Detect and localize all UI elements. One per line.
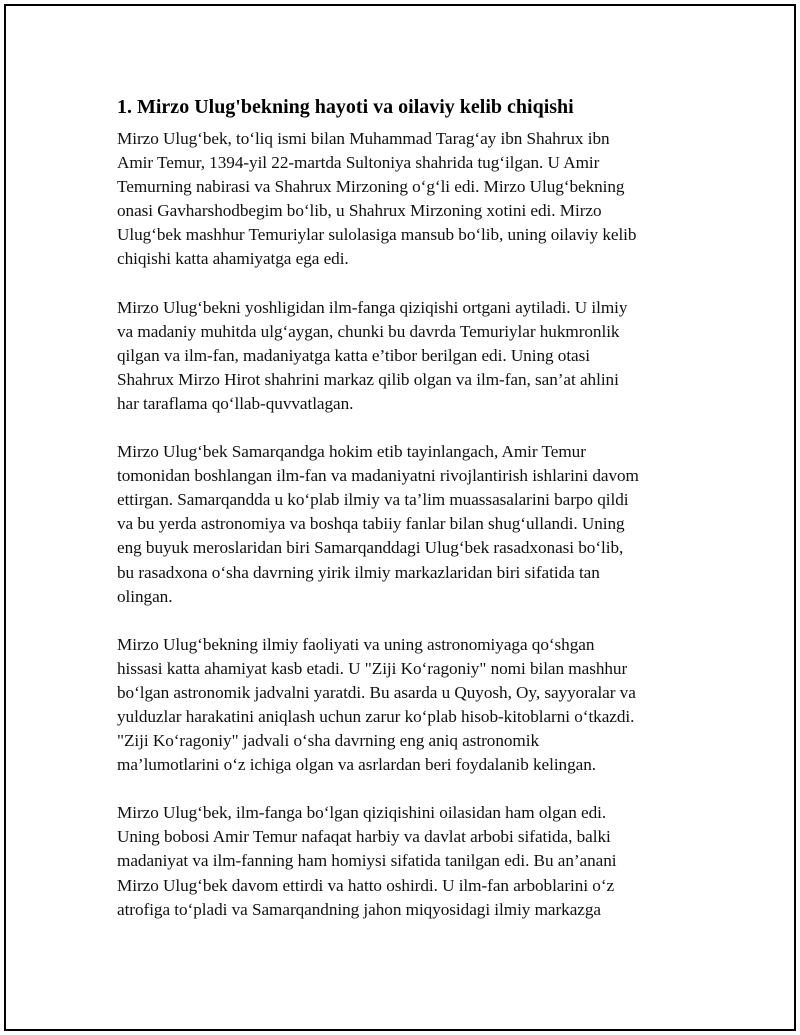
text-line: va bu yerda astronomiya va boshqa tabiiy fanlar bilan shug‘ullandi. Uning <box>117 514 625 534</box>
text-line: yulduzlar harakatini aniqlash uchun zarur ko‘plab hisob-kitoblarni o‘tkazdi. <box>117 706 635 726</box>
text-line: atrofiga to‘pladi va Samarqandning jahon miqyosidagi ilmiy markazga <box>117 899 601 919</box>
text-line: va madaniy muhitda ulg‘aygan, chunki bu davrda Temuriylar hukmronlik <box>117 321 620 341</box>
text-line: Ulug‘bek mashhur Temuriylar sulolasiga mansub bo‘lib, uning oilaviy kelib <box>117 225 637 245</box>
text-line: bu rasadxona o‘sha davrning yirik ilmiy markazlaridan biri sifatida tan <box>117 562 600 582</box>
text-line: Mirzo Ulug‘bekni yoshligidan ilm-fanga qiziqishi ortgani aytiladi. U ilmiy <box>117 297 628 317</box>
text-line: qilgan va ilm-fan, madaniyatga katta e’tibor berilgan edi. Uning otasi <box>117 345 590 365</box>
text-line: onasi Gavharshodbegim bo‘lib, u Shahrux Mirzoning xotini edi. Mirzo <box>117 201 602 221</box>
paragraph-samarqand-governor <box>117 440 692 609</box>
text-line: Mirzo Ulug‘bek davom ettirdi va hatto oshirdi. U ilm-fan arboblarini o‘z <box>117 875 615 895</box>
text-line: chiqishi katta ahamiyatga ega edi. <box>117 249 349 269</box>
paragraph-family-legacy <box>117 801 692 921</box>
text-line: ettirgan. Samarqandda u ko‘plab ilmiy va ta’lim muassasalarini barpo qildi <box>117 490 629 510</box>
text-line: Temurning nabirasi va Shahrux Mirzoning o‘g‘li edi. Mirzo Ulug‘bekning <box>117 177 625 197</box>
text-line: Mirzo Ulug‘bekning ilmiy faoliyati va uning astronomiyaga qo‘shgan <box>117 634 595 654</box>
text-line: Amir Temur, 1394-yil 22-martda Sultoniya shahrida tug‘ilgan. U Amir <box>117 153 600 173</box>
text-line: madaniyat va ilm-fanning ham homiysi sifatida tanilgan edi. Bu an’anani <box>117 851 617 871</box>
text-line: hissasi katta ahamiyat kasb etadi. U "Ziji Ko‘ragoniy" nomi bilan mashhur <box>117 658 628 678</box>
text-line: har taraflama qo‘llab-quvvatlagan. <box>117 393 354 413</box>
paragraph-scientific-work <box>117 633 692 778</box>
section-heading: 1. Mirzo Ulug'bekning hayoti va oilaviy kelib chiqishi <box>117 96 574 118</box>
text-line: "Ziji Ko‘ragoniy" jadvali o‘sha davrning eng aniq astronomik <box>117 731 540 751</box>
text-line: olingan. <box>117 586 173 606</box>
text-line: Uning bobosi Amir Temur nafaqat harbiy va davlat arbobi sifatida, balki <box>117 827 611 847</box>
paragraph-birth-family <box>117 127 692 272</box>
text-line: bo‘lgan astronomik jadvalni yaratdi. Bu asarda u Quyosh, Oy, sayyoralar va <box>117 682 636 702</box>
text-line: tomonidan boshlangan ilm-fan va madaniyatni rivojlantirish ishlarini davom <box>117 466 639 486</box>
text-line: eng buyuk meroslaridan biri Samarqanddagi Ulug‘bek rasadxonasi bo‘lib, <box>117 538 624 558</box>
text-line: ma’lumotlarini o‘z ichiga olgan va asrlardan beri foydalanib kelingan. <box>117 755 597 775</box>
text-line: Mirzo Ulug‘bek, to‘liq ismi bilan Muhammad Tarag‘ay ibn Shahrux ibn <box>117 129 610 148</box>
paragraph-youth <box>117 296 692 416</box>
text-line: Mirzo Ulug‘bek, ilm-fanga bo‘lgan qiziqishini oilasidan ham olgan edi. <box>117 803 607 823</box>
document-body <box>117 94 692 946</box>
text-line: Shahrux Mirzo Hirot shahrini markaz qilib olgan va ilm-fan, san’at ahlini <box>117 369 619 389</box>
text-line: Mirzo Ulug‘bek Samarqandga hokim etib tayinlangach, Amir Temur <box>117 442 586 462</box>
